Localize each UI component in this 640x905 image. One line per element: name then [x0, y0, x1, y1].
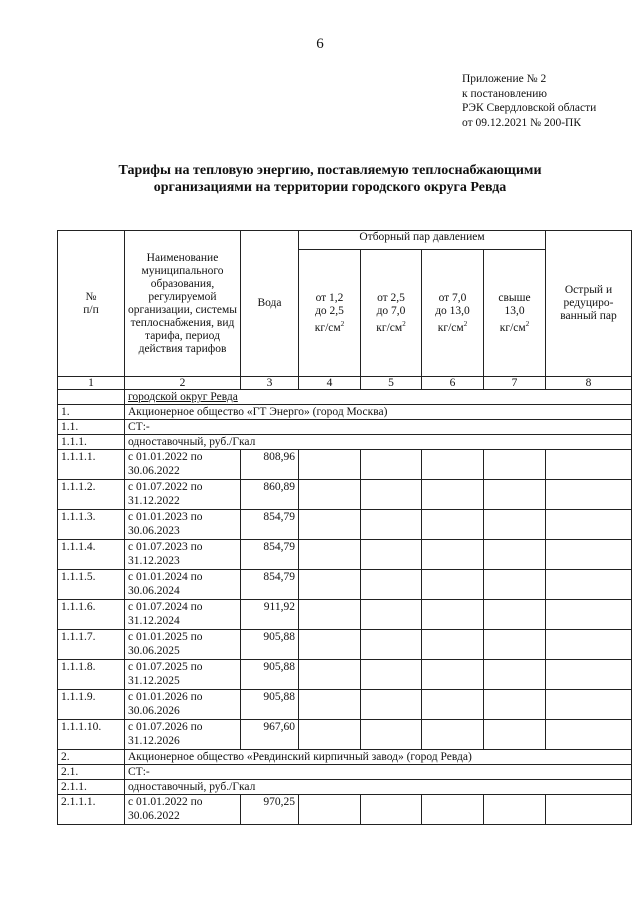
period-start: с 01.07.2023 по [128, 541, 203, 553]
period [125, 540, 241, 570]
tariff-row [58, 600, 632, 630]
steam-13-cell [484, 570, 546, 600]
steam-13-cell [484, 795, 546, 825]
water-tariff: 905,88 [241, 630, 299, 660]
period-start: с 01.01.2023 по [128, 511, 203, 523]
row-num: 1.1.1.10. [58, 720, 125, 750]
steam-7-0-cell [422, 720, 484, 750]
steam-2-5-cell [361, 510, 422, 540]
steam-7-0-cell [422, 690, 484, 720]
sharp-steam-cell [546, 540, 632, 570]
tariff-row [58, 660, 632, 690]
appendix-line: от 09.12.2021 № 200-ПК [462, 116, 582, 129]
district-row [58, 390, 632, 405]
tariff-row [58, 630, 632, 660]
org-num: 1. [58, 405, 125, 420]
title-line: Тарифы на тепловую энергию, поставляемую теплоснабжающими [118, 163, 542, 178]
tariff-row [58, 480, 632, 510]
period [125, 720, 241, 750]
row-num: 1.1.1.9. [58, 690, 125, 720]
tariff-row [58, 450, 632, 480]
tariff-row [58, 570, 632, 600]
period-end: 30.06.2022 [128, 465, 180, 477]
header-steam: Отборный пар давлением [299, 231, 546, 250]
header-num: № п/п [58, 231, 125, 377]
steam-13-cell [484, 720, 546, 750]
period [125, 450, 241, 480]
steam-7-0-cell [422, 540, 484, 570]
system-name: СТ:- [125, 765, 632, 780]
col-number: 3 [241, 377, 299, 390]
water-tariff: 808,96 [241, 450, 299, 480]
steam-1-2-cell [299, 630, 361, 660]
appendix-line: Приложение № 2 [462, 73, 547, 85]
water-tariff: 860,89 [241, 480, 299, 510]
water-tariff: 970,25 [241, 795, 299, 825]
org-name: Акционерное общество «ГТ Энерго» (город Москва) [125, 405, 632, 420]
col-number: 5 [361, 377, 422, 390]
steam-2-5-cell [361, 540, 422, 570]
water-tariff: 854,79 [241, 570, 299, 600]
period [125, 600, 241, 630]
period-start: с 01.01.2025 по [128, 631, 203, 643]
water-tariff: 905,88 [241, 690, 299, 720]
period [125, 795, 241, 825]
sharp-steam-cell [546, 690, 632, 720]
row-num: 1.1.1.7. [58, 630, 125, 660]
row-num: 1.1.1.3. [58, 510, 125, 540]
appendix-line: РЭК Свердловской области [462, 102, 597, 114]
type-num: 1.1.1. [58, 435, 125, 450]
water-tariff: 905,88 [241, 660, 299, 690]
period-end: 31.12.2025 [128, 675, 180, 687]
period-end: 31.12.2023 [128, 555, 180, 567]
steam-7-0-cell [422, 660, 484, 690]
steam-2-5-cell [361, 660, 422, 690]
header-pressure-3: от 7,0 до 13,0 $кг/см^2$ [422, 250, 484, 377]
type-name: одноставочный, руб./Гкал [125, 435, 632, 450]
steam-2-5-cell [361, 480, 422, 510]
period [125, 480, 241, 510]
tariff-type-row [58, 780, 632, 795]
org-name: Акционерное общество «Ревдинский кирпичный завод» (город Ревда) [125, 750, 632, 765]
steam-7-0-cell [422, 480, 484, 510]
title-line: организациями на территории городского округа Ревда [153, 180, 507, 195]
steam-1-2-cell [299, 450, 361, 480]
system-num: 2.1. [58, 765, 125, 780]
header-name: Наименование муниципального образования, регулируемой организации, системы теплоснабжения, вид тарифа, период действия тарифов [125, 231, 241, 377]
period-end: 30.06.2023 [128, 525, 180, 537]
sharp-steam-cell [546, 720, 632, 750]
col-number: 4 [299, 377, 361, 390]
steam-2-5-cell [361, 795, 422, 825]
period-end: 30.06.2025 [128, 645, 180, 657]
water-tariff: 854,79 [241, 540, 299, 570]
steam-1-2-cell [299, 795, 361, 825]
document-title [80, 162, 580, 196]
steam-2-5-cell [361, 600, 422, 630]
steam-1-2-cell [299, 600, 361, 630]
col-number: 1 [58, 377, 125, 390]
col-number: 7 [484, 377, 546, 390]
period [125, 660, 241, 690]
steam-7-0-cell [422, 510, 484, 540]
tariff-row [58, 540, 632, 570]
org-num: 2. [58, 750, 125, 765]
period-start: с 01.07.2024 по [128, 601, 203, 613]
row-num: 1.1.1.5. [58, 570, 125, 600]
sharp-steam-cell [546, 660, 632, 690]
steam-13-cell [484, 690, 546, 720]
steam-13-cell [484, 450, 546, 480]
period-end: 30.06.2026 [128, 705, 180, 717]
steam-1-2-cell [299, 480, 361, 510]
period [125, 570, 241, 600]
steam-13-cell [484, 510, 546, 540]
water-tariff: 911,92 [241, 600, 299, 630]
period-start: с 01.01.2024 по [128, 571, 203, 583]
col-number: 6 [422, 377, 484, 390]
steam-2-5-cell [361, 570, 422, 600]
period-start: с 01.01.2022 по [128, 451, 203, 463]
period [125, 690, 241, 720]
tariff-row [58, 795, 632, 825]
period-start: с 01.07.2025 по [128, 661, 203, 673]
header-sharp-steam: Острый и редуциро-ванный пар [546, 231, 632, 377]
period-start: с 01.01.2026 по [128, 691, 203, 703]
steam-7-0-cell [422, 600, 484, 630]
header-water: Вода [241, 231, 299, 377]
steam-2-5-cell [361, 450, 422, 480]
row-num: 2.1.1.1. [58, 795, 125, 825]
steam-2-5-cell [361, 720, 422, 750]
steam-13-cell [484, 480, 546, 510]
steam-7-0-cell [422, 450, 484, 480]
sharp-steam-cell [546, 450, 632, 480]
org-row [58, 750, 632, 765]
period-end: 31.12.2024 [128, 615, 180, 627]
steam-13-cell [484, 540, 546, 570]
sharp-steam-cell [546, 795, 632, 825]
tariff-row [58, 690, 632, 720]
page-number: 6 [316, 36, 324, 52]
steam-2-5-cell [361, 690, 422, 720]
steam-1-2-cell [299, 570, 361, 600]
sharp-steam-cell [546, 510, 632, 540]
period-end: 30.06.2022 [128, 810, 180, 822]
header-pressure-4: свыше 13,0 $кг/см^2$ [484, 250, 546, 377]
heat-system-row [58, 420, 632, 435]
steam-13-cell [484, 630, 546, 660]
steam-1-2-cell [299, 720, 361, 750]
header-pressure-1: от 1,2 до 2,5 $кг/см^2$ [299, 250, 361, 377]
row-num: 1.1.1.4. [58, 540, 125, 570]
col-number: 8 [546, 377, 632, 390]
steam-13-cell [484, 660, 546, 690]
steam-7-0-cell [422, 795, 484, 825]
period-start: с 01.07.2026 по [128, 721, 203, 733]
column-number-row [58, 377, 632, 390]
steam-1-2-cell [299, 690, 361, 720]
row-num: 1.1.1.6. [58, 600, 125, 630]
sharp-steam-cell [546, 480, 632, 510]
period-start: с 01.01.2022 по [128, 796, 203, 808]
steam-7-0-cell [422, 630, 484, 660]
period [125, 510, 241, 540]
period [125, 630, 241, 660]
steam-2-5-cell [361, 630, 422, 660]
row-num: 1.1.1.1. [58, 450, 125, 480]
tariff-table [57, 230, 632, 825]
row-num: 1.1.1.2. [58, 480, 125, 510]
period-start: с 01.07.2022 по [128, 481, 203, 493]
type-name: одноставочный, руб./Гкал [125, 780, 632, 795]
period-end: 31.12.2026 [128, 735, 180, 747]
system-name: СТ:- [125, 420, 632, 435]
sharp-steam-cell [546, 570, 632, 600]
org-row [58, 405, 632, 420]
col-number: 2 [125, 377, 241, 390]
period-end: 31.12.2022 [128, 495, 180, 507]
tariff-row [58, 510, 632, 540]
district-name: городской округ Ревда [125, 390, 632, 405]
steam-13-cell [484, 600, 546, 630]
steam-1-2-cell [299, 510, 361, 540]
header-pressure-2: от 2,5 до 7,0 $кг/см^2$ [361, 250, 422, 377]
tariff-type-row [58, 435, 632, 450]
steam-1-2-cell [299, 660, 361, 690]
sharp-steam-cell [546, 630, 632, 660]
sharp-steam-cell [546, 600, 632, 630]
system-num: 1.1. [58, 420, 125, 435]
steam-7-0-cell [422, 570, 484, 600]
appendix-line: к постановлению [462, 87, 547, 100]
appendix-block [462, 72, 596, 130]
heat-system-row [58, 765, 632, 780]
water-tariff: 854,79 [241, 510, 299, 540]
steam-1-2-cell [299, 540, 361, 570]
water-tariff: 967,60 [241, 720, 299, 750]
row-num: 1.1.1.8. [58, 660, 125, 690]
tariff-row [58, 720, 632, 750]
type-num: 2.1.1. [58, 780, 125, 795]
period-end: 30.06.2024 [128, 585, 180, 597]
